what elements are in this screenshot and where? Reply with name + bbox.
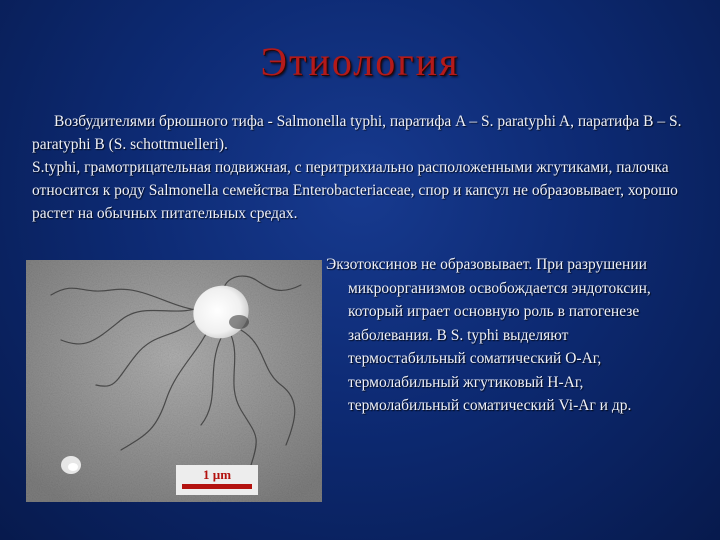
slide-title: Этиология: [260, 39, 460, 84]
toxins-line: термолабильный жгутиковый Н-Аг,: [348, 373, 584, 391]
toxins-line: который играет основную роль в патогенезе: [348, 303, 640, 320]
scale-bar: [182, 484, 252, 489]
toxins-line: термостабильный соматический О-Аг,: [348, 350, 602, 367]
toxins-line: Экзотоксинов не образовывает. При разрушении: [326, 256, 647, 273]
intro-paragraph-pathogens: Возбудителями брюшного тифа - Salmonella typhi, паратифа A – S. paratyphi A, паратифа B – S. paratyphi B (S. schottmuelleri).: [32, 113, 682, 153]
bacterium-micrograph-image: [26, 260, 322, 502]
electron-micrograph: [26, 260, 322, 502]
toxins-line: термолабильный соматический Vi-Аг и др.: [348, 397, 632, 414]
intro-text: [32, 110, 702, 225]
toxins-text: [326, 253, 706, 418]
scale-bar-box: [176, 465, 258, 495]
toxins-line: микроорганизмов освобождается эндотоксин,: [348, 279, 651, 297]
scale-bar-label: 1 µm: [202, 467, 232, 482]
toxins-line: заболевания. В S. typhi выделяют: [348, 326, 569, 344]
intro-paragraph-description: S.typhi, грамотрицательная подвижная, с перитрихиально расположенными жгутиками, палочка относится к роду Salmonella семейства Enterobacteriaceae, спор и капсул не образовывает, хорошо растет на обычных питательных средах.: [32, 159, 678, 222]
